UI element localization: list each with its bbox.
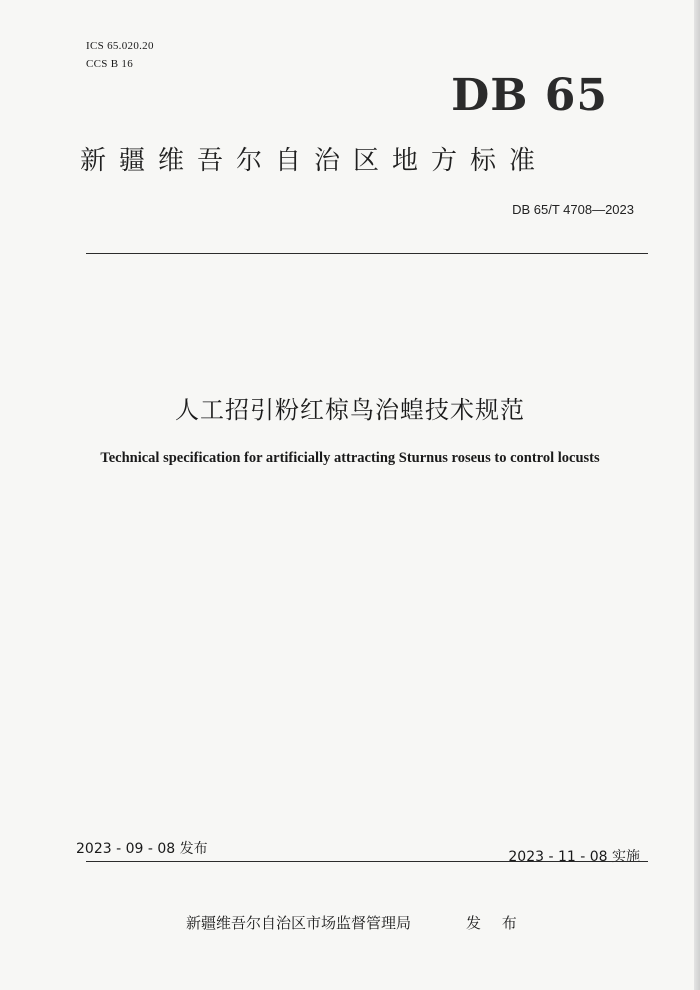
- implement-date: 2023 - 11 - 08 实施: [508, 849, 640, 865]
- organization-title: 新疆维吾尔自治区地方标准: [80, 146, 549, 176]
- title-chinese: 人工招引粉红椋鸟治蝗技术规范: [175, 396, 525, 424]
- page-edge-shadow: [694, 0, 700, 990]
- bottom-divider: [86, 861, 648, 862]
- title-english: Technical specification for artificially attracting Sturnus roseus to control locusts: [100, 450, 600, 466]
- standard-number: DB 65/T 4708—2023: [512, 202, 634, 217]
- db-logo: DB 65: [451, 70, 608, 121]
- publisher-name: 新疆维吾尔自治区市场监督管理局: [186, 914, 412, 932]
- ics-code: ICS 65.020.20: [86, 40, 154, 52]
- top-divider: [86, 253, 648, 254]
- ccs-code: CCS B 16: [86, 58, 134, 70]
- issue-date: 2023 - 09 - 08 发布: [76, 841, 208, 857]
- publish-label: 发 布: [466, 914, 525, 932]
